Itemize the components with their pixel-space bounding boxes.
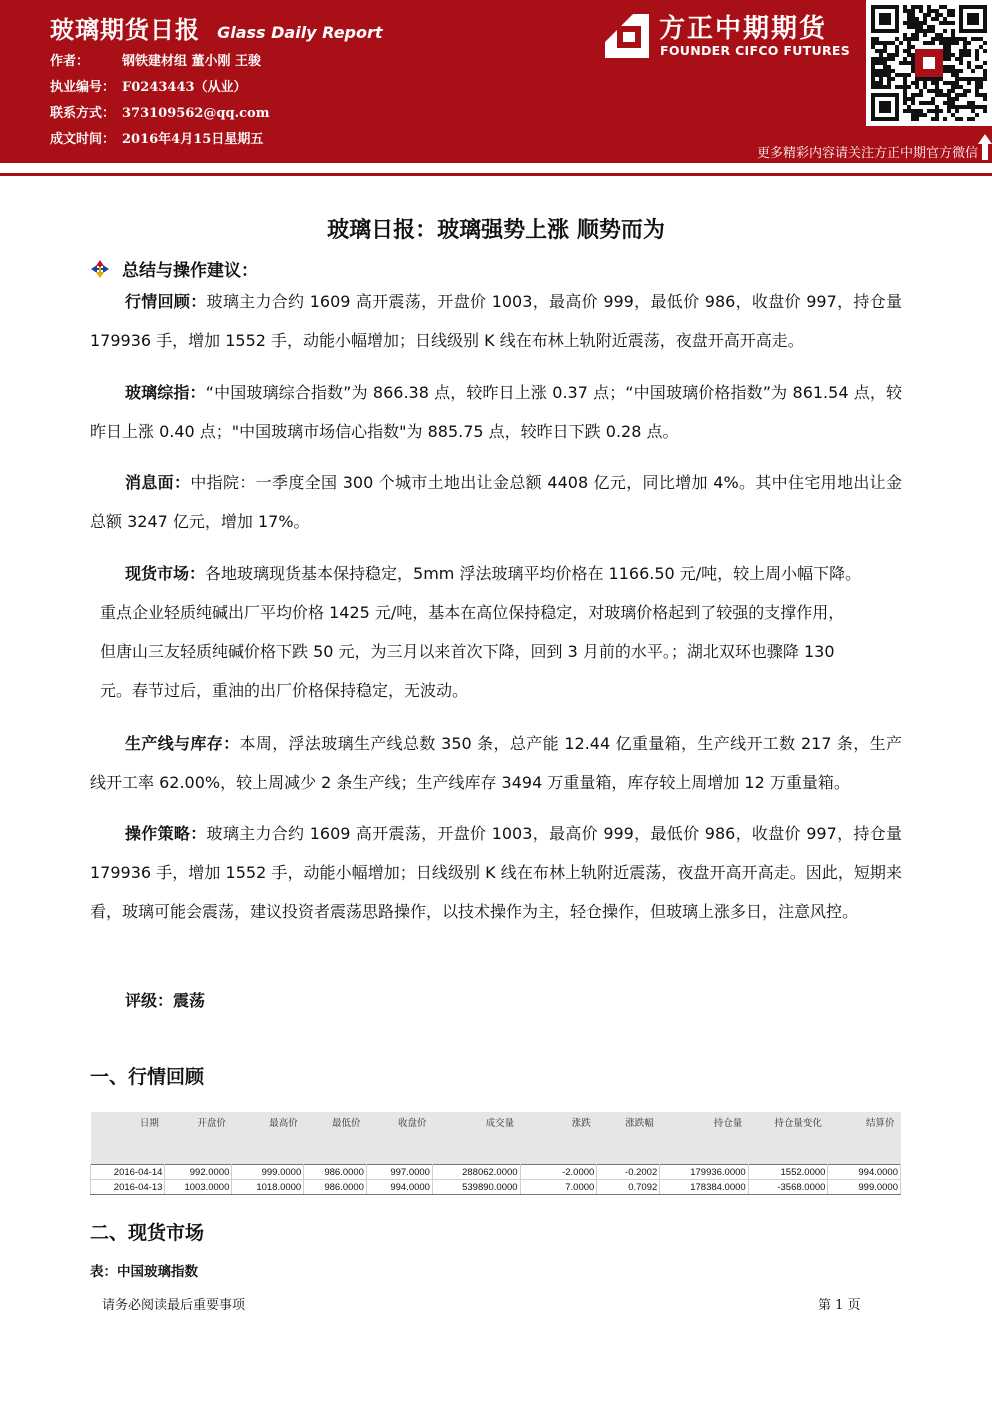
report-meta xyxy=(50,53,269,157)
company-logo xyxy=(603,8,863,62)
col-header-close: 收盘价 xyxy=(366,1112,432,1165)
cell-open: 1003.0000 xyxy=(165,1180,232,1195)
meta-date-value: 2016年4月15日星期五 xyxy=(122,132,264,147)
header-divider xyxy=(0,173,992,176)
col-header-open-interest: 持仓量 xyxy=(660,1112,748,1165)
col-header-open: 开盘价 xyxy=(165,1112,232,1165)
table-row xyxy=(91,1165,901,1180)
text-production: 本周，浮法玻璃生产线总数 350 条，总产能 12.44 亿重量箱，生产线开工数 217 条，生产线开工率 62.00%，较上周减少 2 条生产线；生产线库存 3494 万重量箱，库存较上周增加 12 万重量箱。 xyxy=(90,734,902,792)
report-title-cn: 玻璃期货日报 xyxy=(50,16,200,44)
paragraph-glass-index xyxy=(90,373,902,451)
paragraph-strategy xyxy=(90,814,902,931)
cell-low: 986.0000 xyxy=(304,1180,367,1195)
cell-open-interest: 179936.0000 xyxy=(660,1165,748,1180)
rating-label: 评级： xyxy=(125,991,174,1010)
report-header xyxy=(0,0,992,163)
wechat-qr-code[interactable] xyxy=(866,0,992,126)
cell-volume: 539890.0000 xyxy=(432,1180,520,1195)
text-glass-index: “中国玻璃综合指数”为 866.38 点，较昨日上涨 0.37 点；“中国玻璃价格指数”为 861.54 点，较昨日上涨 0.40 点；"中国玻璃市场信心指数"为 885.75 点，较昨日下跌 0.28 点。 xyxy=(90,383,902,441)
meta-license-value: F0243443（从业） xyxy=(122,80,247,95)
cell-high: 999.0000 xyxy=(232,1165,304,1180)
table-caption: 表：中国玻璃指数 xyxy=(90,1264,198,1280)
footer-page-number: 第 1 页 xyxy=(818,1298,861,1313)
label-market-review: 行情回顾： xyxy=(125,292,207,311)
cell-oi-change: -3568.0000 xyxy=(748,1180,828,1195)
report-title xyxy=(50,10,383,45)
cell-close: 994.0000 xyxy=(366,1180,432,1195)
meta-contact-value[interactable]: 373109562@qq.com xyxy=(122,106,270,121)
label-glass-index: 玻璃综指： xyxy=(125,383,206,402)
section-title-market-review: 一、行情回顾 xyxy=(90,1066,205,1088)
cell-volume: 288062.0000 xyxy=(432,1165,520,1180)
market-data-table xyxy=(90,1112,901,1195)
label-strategy: 操作策略： xyxy=(125,824,207,843)
up-arrow-icon xyxy=(978,134,992,160)
section-title-spot-market: 二、现货市场 xyxy=(90,1222,205,1244)
summary-heading xyxy=(90,256,258,281)
meta-author-value: 钢铁建材组 董小刚 王骏 xyxy=(122,54,262,69)
meta-date-key: 成文时间： xyxy=(50,132,116,147)
report-title-en: Glass Daily Report xyxy=(217,23,383,42)
bullet-arrow-icon xyxy=(90,259,110,279)
meta-license xyxy=(50,79,269,105)
cell-settlement: 999.0000 xyxy=(828,1180,901,1195)
paragraph-spot-market xyxy=(90,554,902,593)
spot-market-line-3: 但唐山三友轻质纯碱价格下跌 50 元，为三月以来首次下降，回到 3 月前的水平。；湖北双环也骤降 130 xyxy=(100,642,835,661)
col-header-date: 日期 xyxy=(91,1112,165,1165)
cell-settlement: 994.0000 xyxy=(828,1165,901,1180)
rating-value: 震荡 xyxy=(173,991,206,1010)
follow-wechat-text: 更多精彩内容请关注方正中期官方微信 xyxy=(756,146,978,161)
col-header-volume: 成交量 xyxy=(432,1112,520,1165)
cell-change-pct: -0.2002 xyxy=(597,1165,660,1180)
meta-contact xyxy=(50,105,269,131)
cell-date: 2016-04-13 xyxy=(91,1180,165,1195)
paragraph-market-review xyxy=(90,282,902,360)
col-header-change-pct: 涨跌幅 xyxy=(597,1112,660,1165)
text-market-review: 玻璃主力合约 1609 高开震荡，开盘价 1003，最高价 999，最低价 986，收盘价 997，持仓量 179936 手，增加 1552 手，动能小幅增加；日线级别 K 线在布林上轨附近震荡，夜盘开高开高走。 xyxy=(90,292,902,350)
cell-change: -2.0000 xyxy=(520,1165,597,1180)
company-logo-icon xyxy=(603,12,651,60)
table-header-row xyxy=(91,1112,901,1165)
cell-open: 992.0000 xyxy=(165,1165,232,1180)
cell-change-pct: 0.7092 xyxy=(597,1180,660,1195)
label-news: 消息面： xyxy=(125,473,191,492)
rating xyxy=(125,988,205,1011)
spot-market-line-4: 元。春节过后，重油的出厂价格保持稳定，无波动。 xyxy=(100,681,469,700)
col-header-low: 最低价 xyxy=(304,1112,367,1165)
col-header-settlement: 结算价 xyxy=(828,1112,901,1165)
text-spot-market: 各地玻璃现货基本保持稳定，5mm 浮法玻璃平均价格在 1166.50 元/吨，较上周小幅下降。 xyxy=(205,564,862,583)
meta-author xyxy=(50,53,269,79)
summary-heading-text: 总结与操作建议： xyxy=(122,261,258,281)
meta-license-key: 执业编号： xyxy=(50,80,116,95)
qr-code-icon xyxy=(866,0,992,126)
cell-date: 2016-04-14 xyxy=(91,1165,165,1180)
meta-author-key: 作者： xyxy=(50,54,90,69)
logo-text-en: FOUNDER CIFCO FUTURES xyxy=(660,43,851,58)
cell-oi-change: 1552.0000 xyxy=(748,1165,828,1180)
meta-contact-key: 联系方式： xyxy=(50,106,116,121)
text-strategy: 玻璃主力合约 1609 高开震荡，开盘价 1003，最高价 999，最低价 986，收盘价 997，持仓量 179936 手，增加 1552 手，动能小幅增加；日线级别 K 线在布林上轨附近震荡，夜盘开高开高走。因此，短期来看，玻璃可能会震荡，建议投资者震荡思路操作，以技术操作为主，轻仓操作，但玻璃上涨多日，注意风控。 xyxy=(90,824,902,921)
spot-market-line-2: 重点企业轻质纯碱出厂平均价格 1425 元/吨，基本在高位保持稳定，对玻璃价格起到了较强的支撑作用， xyxy=(100,603,845,622)
cell-change: 7.0000 xyxy=(520,1180,597,1195)
paragraph-news xyxy=(90,463,902,541)
label-spot-market: 现货市场： xyxy=(125,564,206,583)
cell-close: 997.0000 xyxy=(366,1165,432,1180)
table-row xyxy=(91,1180,901,1195)
col-header-oi-change: 持仓量变化 xyxy=(748,1112,828,1165)
text-news: 中指院：一季度全国 300 个城市土地出让金总额 4408 亿元，同比增加 4%。其中住宅用地出让金总额 3247 亿元，增加 17%。 xyxy=(90,473,902,531)
col-header-change: 涨跌 xyxy=(520,1112,597,1165)
col-header-high: 最高价 xyxy=(232,1112,304,1165)
label-production: 生产线与库存： xyxy=(125,734,240,753)
cell-open-interest: 178384.0000 xyxy=(660,1180,748,1195)
paragraph-production xyxy=(90,724,902,802)
footer-disclaimer: 请务必阅读最后重要事项 xyxy=(102,1298,246,1313)
logo-text-cn: 方正中期期货 xyxy=(659,14,828,44)
cell-high: 1018.0000 xyxy=(232,1180,304,1195)
document-title: 玻璃日报：玻璃强势上涨 顺势而为 xyxy=(327,218,665,243)
cell-low: 986.0000 xyxy=(304,1165,367,1180)
meta-date xyxy=(50,131,269,157)
